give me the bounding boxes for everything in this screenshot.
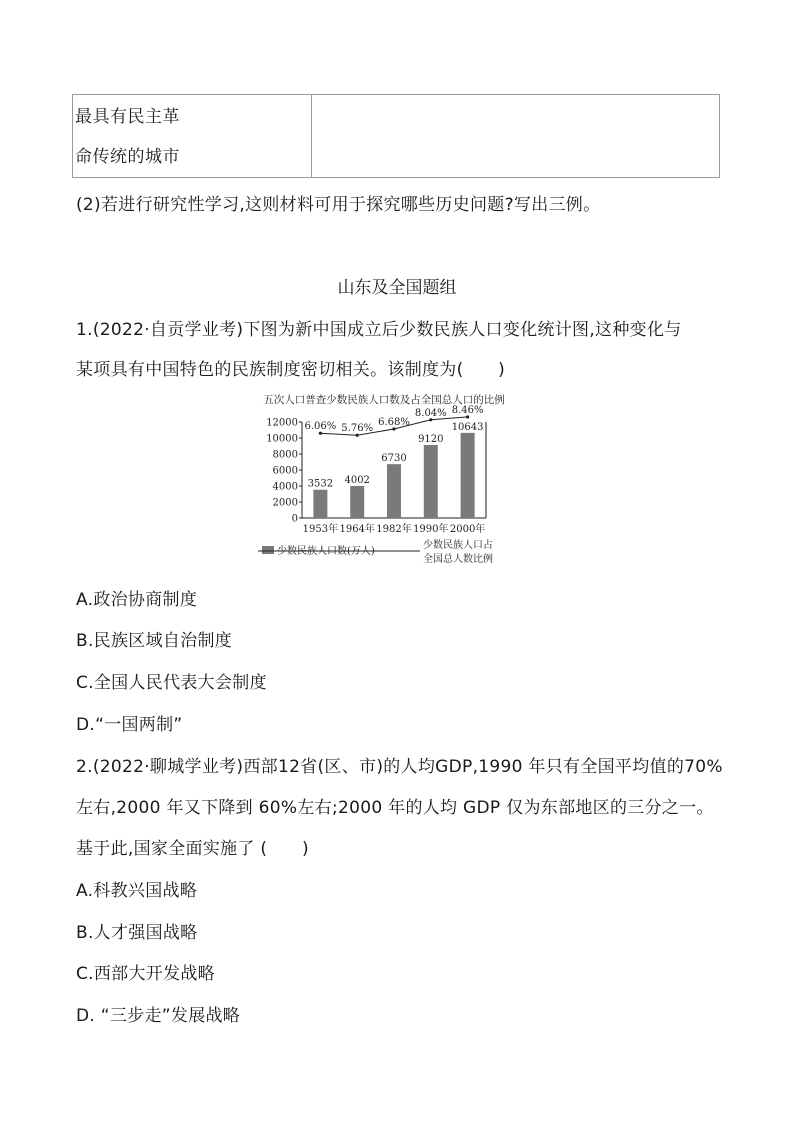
- table-row: [73, 95, 720, 178]
- row-label-line1: 最具有民主革: [75, 107, 180, 127]
- bar: [424, 445, 438, 518]
- q1-option-b[interactable]: B.民族区域自治制度: [76, 631, 233, 651]
- q2-option-a[interactable]: A.科教兴国战略: [76, 881, 198, 901]
- y-tick-label: 12000: [266, 417, 298, 429]
- line-value-label: 6.06%: [304, 421, 337, 433]
- legend-bar-label: 少数民族人口数(万人): [277, 546, 375, 557]
- chart-title: 五次人口普查少数民族人口数及占全国总人口的比例: [263, 394, 505, 406]
- legend-line-label-2: 全国总人数比例: [423, 554, 493, 565]
- x-tick-label: 1990年: [413, 524, 449, 535]
- q2-stem-line2: 左右,2000 年又下降到 60%左右;2000 年的人均 GDP 仅为东部地区的三分之一。: [76, 798, 714, 818]
- x-tick-label: 2000年: [449, 524, 486, 535]
- q2-option-c[interactable]: C.西部大开发战略: [76, 964, 215, 984]
- bar-value-label: 9120: [418, 434, 444, 446]
- q2-option-d[interactable]: D. “三步走”发展战略: [76, 1006, 241, 1026]
- row-label-line2: 命传统的城市: [75, 147, 180, 167]
- bar-value-label: 4002: [344, 474, 370, 486]
- y-tick-label: 4000: [272, 481, 298, 493]
- q1-stem-line2: 某项具有中国特色的民族制度密切相关。该制度为( ): [76, 360, 506, 380]
- table-cell-answer[interactable]: [312, 95, 720, 178]
- x-tick-label: 1982年: [376, 524, 412, 535]
- bar: [313, 490, 327, 518]
- y-tick-label: 6000: [272, 465, 298, 477]
- bar: [387, 464, 401, 518]
- line-value-label: 6.68%: [378, 417, 410, 429]
- bar-value-label: 3532: [307, 478, 334, 490]
- bar: [350, 486, 364, 518]
- line-value-label: 8.04%: [414, 407, 447, 419]
- q2-stem-line1: 2.(2022·聊城学业考)西部12省(区、市)的人均GDP,1990 年只有全国平均值的70%: [76, 757, 723, 777]
- bar-value-label: 6730: [381, 453, 407, 465]
- info-table: [72, 94, 720, 178]
- bar-value-label: 10643: [451, 421, 484, 433]
- table-cell-label: [73, 95, 312, 178]
- y-tick-label: 2000: [272, 497, 298, 509]
- legend-line-label-1: 少数民族人口占: [423, 540, 493, 551]
- line-value-label: 5.76%: [341, 423, 374, 435]
- q1-option-c[interactable]: C.全国人民代表大会制度: [76, 673, 267, 693]
- line-value-label: 8.46%: [451, 404, 484, 416]
- y-tick-label: 10000: [266, 433, 298, 445]
- y-tick-label: 0: [291, 513, 298, 525]
- legend-bar-swatch: [262, 546, 274, 554]
- x-tick-label: 1953年: [302, 524, 339, 535]
- q1-option-a[interactable]: A.政治协商制度: [76, 590, 198, 610]
- q1-stem-line1: 1.(2022·自贡学业考)下图为新中国成立后少数民族人口变化统计图,这种变化与: [76, 320, 682, 340]
- q2-option-b[interactable]: B.人才强国战略: [76, 923, 198, 943]
- sub-question-2: (2)若进行研究性学习,这则材料可用于探究哪些历史问题?写出三例。: [76, 195, 601, 215]
- x-tick-label: 1964年: [339, 524, 375, 535]
- bar: [461, 433, 475, 518]
- section-title: 山东及全国题组: [337, 278, 457, 298]
- q2-stem-line3: 基于此,国家全面实施了 ( ): [76, 839, 309, 859]
- y-tick-label: 8000: [272, 449, 298, 461]
- population-chart: [258, 390, 538, 570]
- q1-option-d[interactable]: D.“一国两制”: [76, 715, 183, 735]
